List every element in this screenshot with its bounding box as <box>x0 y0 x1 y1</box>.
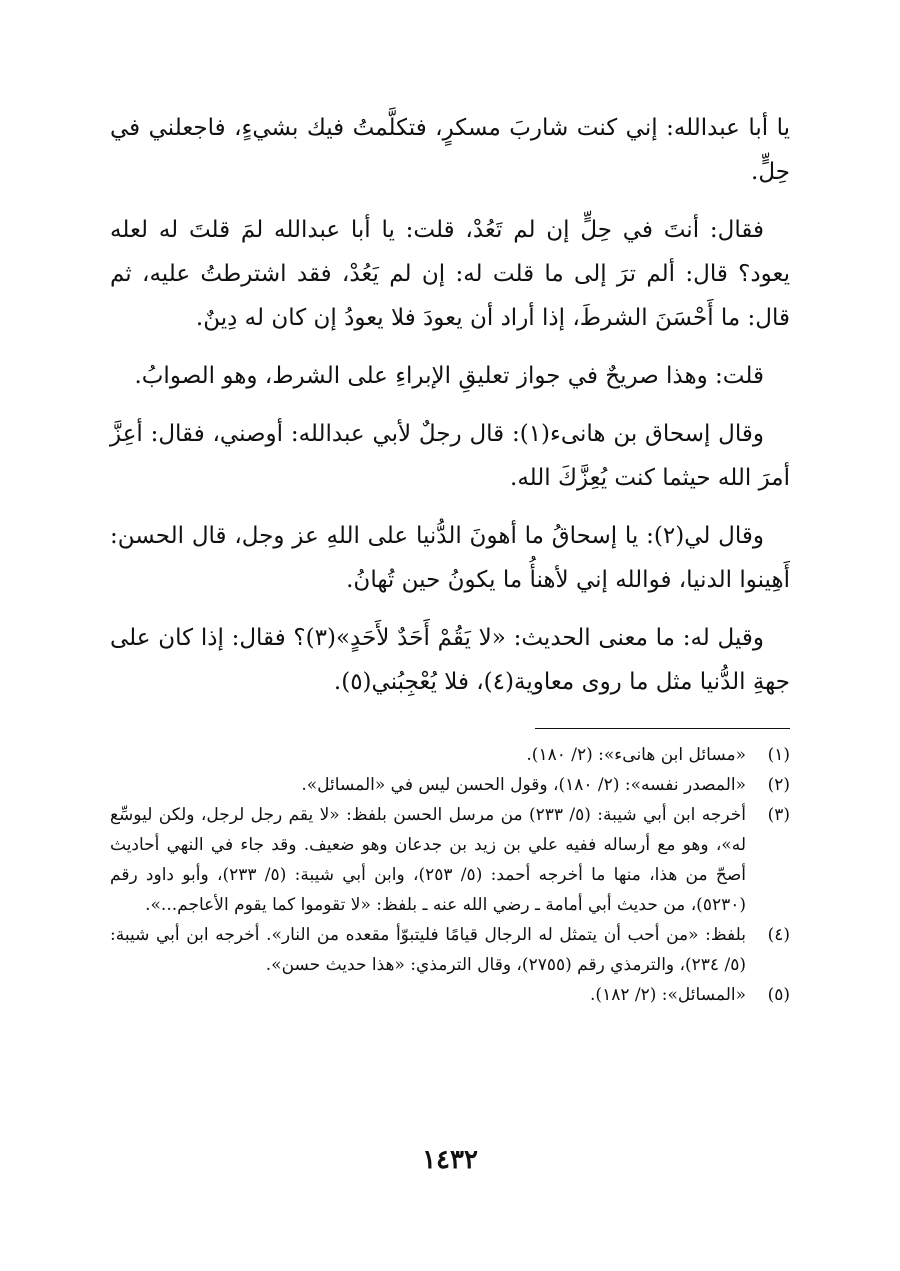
footnotes <box>110 740 790 1010</box>
footnote-3 <box>110 800 790 920</box>
footnote-text: «مسائل ابن هانىء»: (٢/ ١٨٠). <box>526 745 746 765</box>
main-text <box>110 106 790 718</box>
footnote-text: بلفظ: «من أحب أن يتمثل له الرجال قيامًا فليتبوّأ مقعده من النار». أخرجه ابن أبي شيبة: (٥/ ٢٣٤)، والترمذي رقم (٢٧٥٥)، وقال الترمذي: «هذا حديث حسن». <box>110 925 746 975</box>
paragraph-2: فقال: أنتَ في حِلٍّ إن لم تَعُدْ، قلت: يا أبا عبدالله لمَ قلتَ له لعله يعود؟ قال: ألم ترَ إلى ما قلت له: إن لم يَعُدْ، فقد اشترطتُ عليه، ثم قال: ما أَحْسَنَ الشرطَ، إذا أراد أن يعودَ فلا يعودُ إن كان له دِينٌ. <box>110 217 790 331</box>
footnote-4 <box>110 920 790 980</box>
footnote-text: أخرجه ابن أبي شيبة: (٥/ ٢٣٣) من مرسل الحسن بلفظ: «لا يقم رجل لرجل، ولكن ليوسِّع له»، وهو مع أرساله ففيه علي بن زيد بن جدعان وهو ضعيف. وقد جاء في النهي أحاديث أصحّ من هذا، منها ما أخرجه أحمد: (٥/ ٢٥٣)، وابن أبي شيبة: (٥/ ٢٣٣)، وأبو داود رقم (٥٢٣٠)، من حديث أبي أمامة ـ رضي الله عنه ـ بلفظ: «لا تقوموا كما يقوم الأعاجم...». <box>110 805 747 915</box>
footnote-number: (٥) <box>767 985 790 1005</box>
footnote-separator <box>535 728 790 729</box>
page-number: ١٤٣٢ <box>422 1145 478 1175</box>
paragraph-1: يا أبا عبدالله: إني كنت شاربَ مسكرٍ، فتكلَّمتُ فيك بشيءٍ، فاجعلني في حِلٍّ. <box>110 115 790 185</box>
paragraph-3: قلت: وهذا صريحٌ في جواز تعليقِ الإبراءِ على الشرط، وهو الصوابُ. <box>134 363 764 389</box>
footnote-number: (٢) <box>767 775 790 795</box>
paragraph-4: وقال إسحاق بن هانىء(١): قال رجلٌ لأبي عبدالله: أوصني، فقال: أعِزَّ أمرَ الله حيثما كنت يُعِزَّكَ الله. <box>110 421 790 491</box>
footnote-number: (١) <box>767 745 790 765</box>
footnote-text: «المسائل»: (٢/ ١٨٢). <box>590 985 746 1005</box>
footnote-text: «المصدر نفسه»: (٢/ ١٨٠)، وقول الحسن ليس في «المسائل». <box>301 775 746 795</box>
footnote-1 <box>110 740 790 770</box>
footnote-number: (٤) <box>767 925 790 945</box>
paragraph-6: وقيل له: ما معنى الحديث: «لا يَقُمْ أَحَدٌ لأَحَدٍ»(٣)؟ فقال: إذا كان على جهةِ الدُّنيا مثل ما روى معاوية(٤)، فلا يُعْجِبُني(٥). <box>110 625 790 695</box>
footnote-5 <box>110 980 790 1010</box>
footnote-number: (٣) <box>767 805 790 825</box>
footnote-2 <box>110 770 790 800</box>
paragraph-5: وقال لي(٢): يا إسحاقُ ما أهونَ الدُّنيا على اللهِ عز وجل، قال الحسن: أَهِينوا الدنيا، فوالله إني لأهنأُ ما يكونُ حين تُهانُ. <box>110 523 790 593</box>
